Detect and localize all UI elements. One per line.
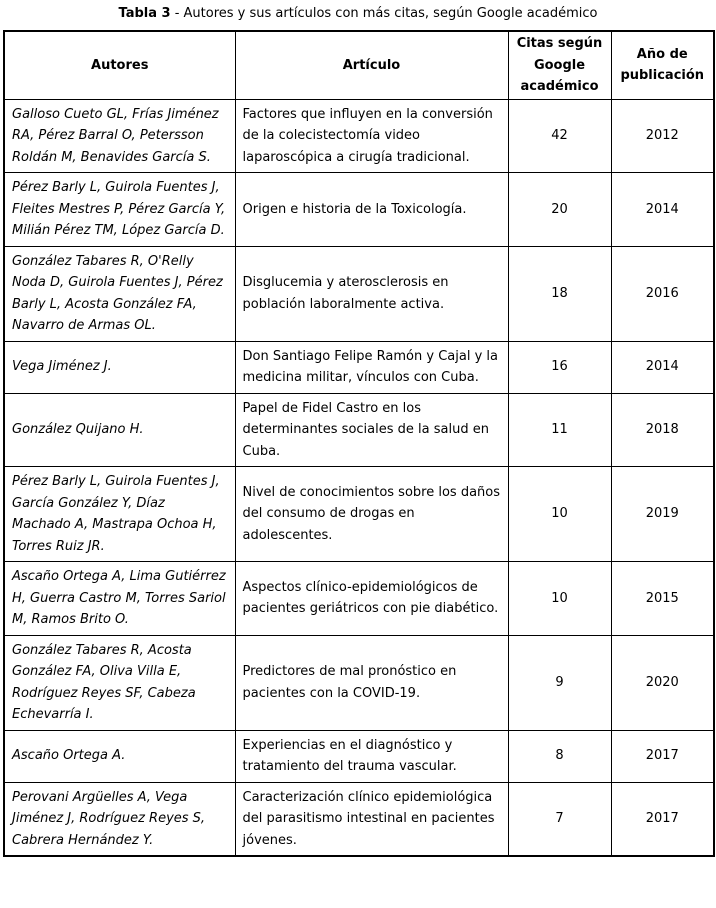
citations-count-cell: 18 bbox=[508, 246, 611, 341]
authors-cell: Ascaño Ortega A, Lima Gutiérrez H, Guerra Castro M, Torres Sariol M, Ramos Brito O. bbox=[4, 562, 235, 636]
header-row bbox=[4, 31, 714, 99]
citations-count-cell: 9 bbox=[508, 635, 611, 730]
citations-count-cell: 8 bbox=[508, 730, 611, 782]
article-title-cell: Caracterización clínico epidemiológica del parasitismo intestinal en pacientes jóvenes. bbox=[235, 782, 508, 856]
authors-cell: Pérez Barly L, Guirola Fuentes J, Fleites Mestres P, Pérez García Y, Milián Pérez TM, López García D. bbox=[4, 173, 235, 247]
authors-cell: Perovani Argüelles A, Vega Jiménez J, Rodríguez Reyes S, Cabrera Hernández Y. bbox=[4, 782, 235, 856]
table-row bbox=[4, 730, 714, 782]
table-caption bbox=[3, 6, 713, 22]
publication-year-cell: 2012 bbox=[611, 99, 714, 173]
column-header-anio: Año de publicación bbox=[611, 31, 714, 99]
table-row bbox=[4, 782, 714, 856]
article-title-cell: Disglucemia y aterosclerosis en población laboralmente activa. bbox=[235, 246, 508, 341]
column-header-articulo: Artículo bbox=[235, 31, 508, 99]
table-row bbox=[4, 635, 714, 730]
authors-cell: Pérez Barly L, Guirola Fuentes J, García González Y, Díaz Machado A, Mastrapa Ochoa H, Torres Ruiz JR. bbox=[4, 467, 235, 562]
article-title-cell: Papel de Fidel Castro en los determinantes sociales de la salud en Cuba. bbox=[235, 393, 508, 467]
table-row bbox=[4, 246, 714, 341]
authors-cell: González Tabares R, O'Relly Noda D, Guirola Fuentes J, Pérez Barly L, Acosta González FA, Navarro de Armas OL. bbox=[4, 246, 235, 341]
citations-count-cell: 42 bbox=[508, 99, 611, 173]
citations-count-cell: 7 bbox=[508, 782, 611, 856]
publication-year-cell: 2014 bbox=[611, 341, 714, 393]
citations-count-cell: 16 bbox=[508, 341, 611, 393]
article-title-cell: Aspectos clínico-epidemiológicos de pacientes geriátricos con pie diabético. bbox=[235, 562, 508, 636]
table-row bbox=[4, 341, 714, 393]
publication-year-cell: 2020 bbox=[611, 635, 714, 730]
article-title-cell: Factores que influyen en la conversión de la colecistectomía video laparoscópica a cirugía tradicional. bbox=[235, 99, 508, 173]
authors-cell: González Tabares R, Acosta González FA, Oliva Villa E, Rodríguez Reyes SF, Cabeza Echevarría I. bbox=[4, 635, 235, 730]
citations-count-cell: 10 bbox=[508, 467, 611, 562]
publication-year-cell: 2017 bbox=[611, 782, 714, 856]
citations-count-cell: 11 bbox=[508, 393, 611, 467]
citations-table bbox=[3, 30, 715, 857]
article-title-cell: Nivel de conocimientos sobre los daños del consumo de drogas en adolescentes. bbox=[235, 467, 508, 562]
authors-cell: Vega Jiménez J. bbox=[4, 341, 235, 393]
authors-cell: Galloso Cueto GL, Frías Jiménez RA, Pérez Barral O, Petersson Roldán M, Benavides García S. bbox=[4, 99, 235, 173]
publication-year-cell: 2019 bbox=[611, 467, 714, 562]
authors-cell: González Quijano H. bbox=[4, 393, 235, 467]
table-header bbox=[4, 31, 714, 99]
table-row bbox=[4, 393, 714, 467]
publication-year-cell: 2018 bbox=[611, 393, 714, 467]
article-title-cell: Don Santiago Felipe Ramón y Cajal y la medicina militar, vínculos con Cuba. bbox=[235, 341, 508, 393]
table-row bbox=[4, 99, 714, 173]
column-header-citas: Citas según Google académico bbox=[508, 31, 611, 99]
authors-cell: Ascaño Ortega A. bbox=[4, 730, 235, 782]
table-row bbox=[4, 562, 714, 636]
publication-year-cell: 2014 bbox=[611, 173, 714, 247]
citations-count-cell: 10 bbox=[508, 562, 611, 636]
article-title-cell: Origen e historia de la Toxicología. bbox=[235, 173, 508, 247]
column-header-autores: Autores bbox=[4, 31, 235, 99]
publication-year-cell: 2017 bbox=[611, 730, 714, 782]
table-row bbox=[4, 467, 714, 562]
table-row bbox=[4, 173, 714, 247]
table-body bbox=[4, 99, 714, 856]
publication-year-cell: 2015 bbox=[611, 562, 714, 636]
citations-count-cell: 20 bbox=[508, 173, 611, 247]
table-caption-text: - Autores y sus artículos con más citas, según Google académico bbox=[170, 6, 598, 21]
article-title-cell: Experiencias en el diagnóstico y tratamiento del trauma vascular. bbox=[235, 730, 508, 782]
table-caption-number: Tabla 3 bbox=[118, 6, 171, 21]
publication-year-cell: 2016 bbox=[611, 246, 714, 341]
article-title-cell: Predictores de mal pronóstico en pacientes con la COVID-19. bbox=[235, 635, 508, 730]
